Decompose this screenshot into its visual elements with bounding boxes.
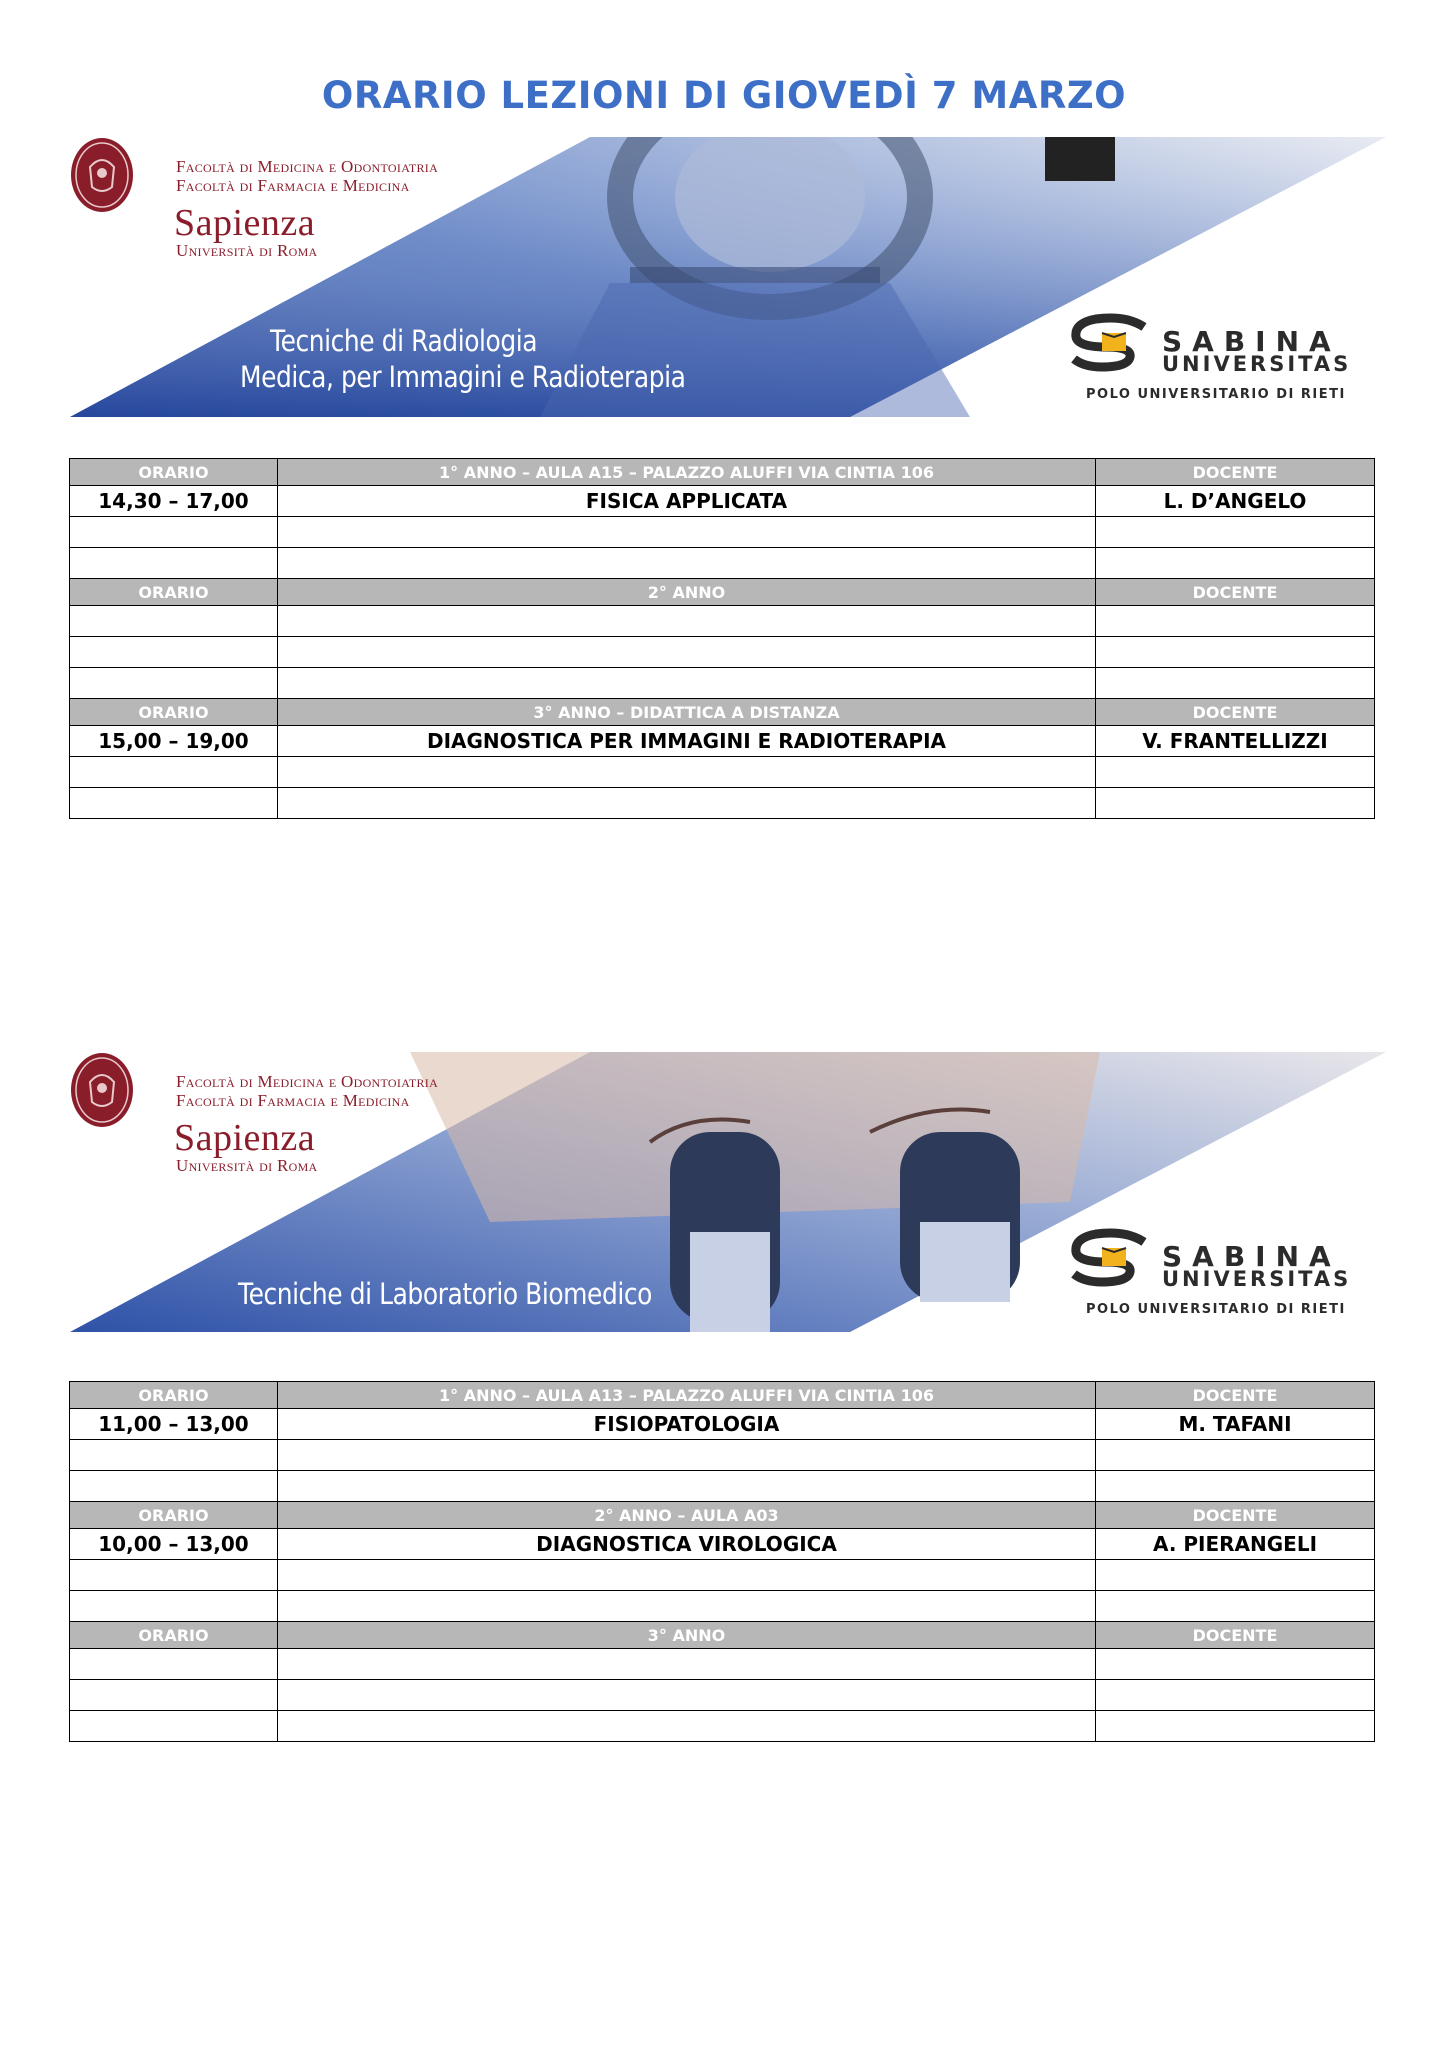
university-name: Sapienza — [174, 1117, 316, 1159]
table-row — [70, 517, 1375, 548]
partner-tagline: POLO UNIVERSITARIO DI RIETI — [1086, 1302, 1346, 1317]
cell-time — [70, 517, 278, 548]
section-header — [70, 579, 1375, 606]
partner-name: SABINA — [1162, 325, 1341, 358]
sapienza-seal-icon — [70, 137, 134, 213]
table-row — [70, 1471, 1375, 1502]
cell-subject — [278, 757, 1096, 788]
section-header — [70, 699, 1375, 726]
cell-subject — [278, 517, 1096, 548]
table-row — [70, 1649, 1375, 1680]
table-row — [70, 726, 1375, 757]
cell-time: 14,30 – 17,00 — [70, 486, 278, 517]
cell-time — [70, 788, 278, 819]
course-title: Tecniche di Laboratorio Biomedico — [238, 1277, 652, 1311]
page-title: ORARIO LEZIONI DI GIOVEDÌ 7 MARZO — [321, 74, 1127, 117]
table-row — [70, 1560, 1375, 1591]
cell-time: 11,00 – 13,00 — [70, 1409, 278, 1440]
section-header — [70, 1382, 1375, 1409]
cell-teacher — [1096, 1680, 1375, 1711]
cell-teacher — [1096, 1711, 1375, 1742]
cell-time — [70, 1711, 278, 1742]
header-docente: DOCENTE — [1096, 459, 1375, 486]
table-row — [70, 548, 1375, 579]
header-docente: DOCENTE — [1096, 1622, 1375, 1649]
table-row — [70, 1529, 1375, 1560]
banner-laboratorio — [70, 1052, 1386, 1332]
cell-subject — [278, 548, 1096, 579]
cell-time — [70, 548, 278, 579]
header-orario: ORARIO — [70, 1502, 278, 1529]
cell-time: 15,00 – 19,00 — [70, 726, 278, 757]
cell-teacher — [1096, 606, 1375, 637]
table-row — [70, 1711, 1375, 1742]
table-row — [70, 788, 1375, 819]
cell-teacher: M. TAFANI — [1096, 1409, 1375, 1440]
cell-subject — [278, 637, 1096, 668]
cell-subject: DIAGNOSTICA PER IMMAGINI E RADIOTERAPIA — [278, 726, 1096, 757]
header-year: 3° ANNO — [278, 1622, 1096, 1649]
cell-subject: FISICA APPLICATA — [278, 486, 1096, 517]
table-row — [70, 606, 1375, 637]
partner-subname: UNIVERSITAS — [1162, 352, 1352, 376]
header-orario: ORARIO — [70, 579, 278, 606]
cell-teacher — [1096, 788, 1375, 819]
cell-subject — [278, 1440, 1096, 1471]
cell-subject — [278, 668, 1096, 699]
banner-radiologia — [70, 137, 1386, 417]
cell-time — [70, 1560, 278, 1591]
cell-subject — [278, 1649, 1096, 1680]
section-header — [70, 1622, 1375, 1649]
schedule-table-laboratorio — [69, 1381, 1375, 1742]
cell-subject — [278, 1680, 1096, 1711]
partner-subname: UNIVERSITAS — [1162, 1267, 1352, 1291]
cell-time — [70, 1649, 278, 1680]
university-name: Sapienza — [174, 202, 316, 244]
section-header — [70, 459, 1375, 486]
table-row — [70, 1591, 1375, 1622]
cell-teacher — [1096, 1440, 1375, 1471]
section-header — [70, 1502, 1375, 1529]
cell-subject — [278, 788, 1096, 819]
header-year: 2° ANNO – AULA A03 — [278, 1502, 1096, 1529]
cell-subject: FISIOPATOLOGIA — [278, 1409, 1096, 1440]
table-row — [70, 1440, 1375, 1471]
cell-subject — [278, 1591, 1096, 1622]
header-docente: DOCENTE — [1096, 579, 1375, 606]
sapienza-seal-icon — [70, 1052, 134, 1128]
cell-time — [70, 1680, 278, 1711]
cell-subject — [278, 1471, 1096, 1502]
cell-time — [70, 606, 278, 637]
cell-teacher — [1096, 668, 1375, 699]
cell-time — [70, 637, 278, 668]
header-orario: ORARIO — [70, 1622, 278, 1649]
cell-teacher: A. PIERANGELI — [1096, 1529, 1375, 1560]
schedule-table-radiologia — [69, 458, 1375, 819]
sabina-logo-icon — [1066, 1228, 1158, 1288]
cell-teacher: V. FRANTELLIZZI — [1096, 726, 1375, 757]
faculty-line-1: Facoltà di Medicina e Odontoiatria — [176, 1072, 439, 1091]
header-year: 2° ANNO — [278, 579, 1096, 606]
cell-subject — [278, 1560, 1096, 1591]
cell-time — [70, 1591, 278, 1622]
header-year: 3° ANNO – DIDATTICA A DISTANZA — [278, 699, 1096, 726]
header-year: 1° ANNO – AULA A15 – PALAZZO ALUFFI VIA CINTIA 106 — [278, 459, 1096, 486]
cell-time: 10,00 – 13,00 — [70, 1529, 278, 1560]
table-row — [70, 1409, 1375, 1440]
table-row — [70, 486, 1375, 517]
header-orario: ORARIO — [70, 699, 278, 726]
cell-time — [70, 757, 278, 788]
cell-teacher — [1096, 1591, 1375, 1622]
cell-teacher — [1096, 757, 1375, 788]
table-row — [70, 1680, 1375, 1711]
header-orario: ORARIO — [70, 459, 278, 486]
cell-time — [70, 1440, 278, 1471]
cell-time — [70, 1471, 278, 1502]
partner-tagline: POLO UNIVERSITARIO DI RIETI — [1086, 387, 1346, 402]
header-docente: DOCENTE — [1096, 1382, 1375, 1409]
cell-teacher — [1096, 1560, 1375, 1591]
faculty-line-2: Facoltà di Farmacia e Medicina — [176, 176, 410, 195]
cell-teacher — [1096, 637, 1375, 668]
header-orario: ORARIO — [70, 1382, 278, 1409]
course-title-line-2: Medica, per Immagini e Radioterapia — [240, 360, 686, 394]
cell-teacher — [1096, 517, 1375, 548]
header-docente: DOCENTE — [1096, 699, 1375, 726]
university-city: Università di Roma — [176, 1156, 318, 1175]
header-docente: DOCENTE — [1096, 1502, 1375, 1529]
table-row — [70, 668, 1375, 699]
cell-teacher — [1096, 1649, 1375, 1680]
course-title-line-1: Tecniche di Radiologia — [270, 324, 538, 358]
cell-subject: DIAGNOSTICA VIROLOGICA — [278, 1529, 1096, 1560]
faculty-line-1: Facoltà di Medicina e Odontoiatria — [176, 157, 439, 176]
sabina-logo-icon — [1066, 313, 1158, 373]
header-year: 1° ANNO – AULA A13 – PALAZZO ALUFFI VIA CINTIA 106 — [278, 1382, 1096, 1409]
table-row — [70, 637, 1375, 668]
cell-teacher: L. D’ANGELO — [1096, 486, 1375, 517]
cell-subject — [278, 1711, 1096, 1742]
cell-teacher — [1096, 548, 1375, 579]
faculty-line-2: Facoltà di Farmacia e Medicina — [176, 1091, 410, 1110]
cell-time — [70, 668, 278, 699]
cell-teacher — [1096, 1471, 1375, 1502]
table-row — [70, 757, 1375, 788]
partner-name: SABINA — [1162, 1240, 1341, 1273]
university-city: Università di Roma — [176, 241, 318, 260]
cell-subject — [278, 606, 1096, 637]
